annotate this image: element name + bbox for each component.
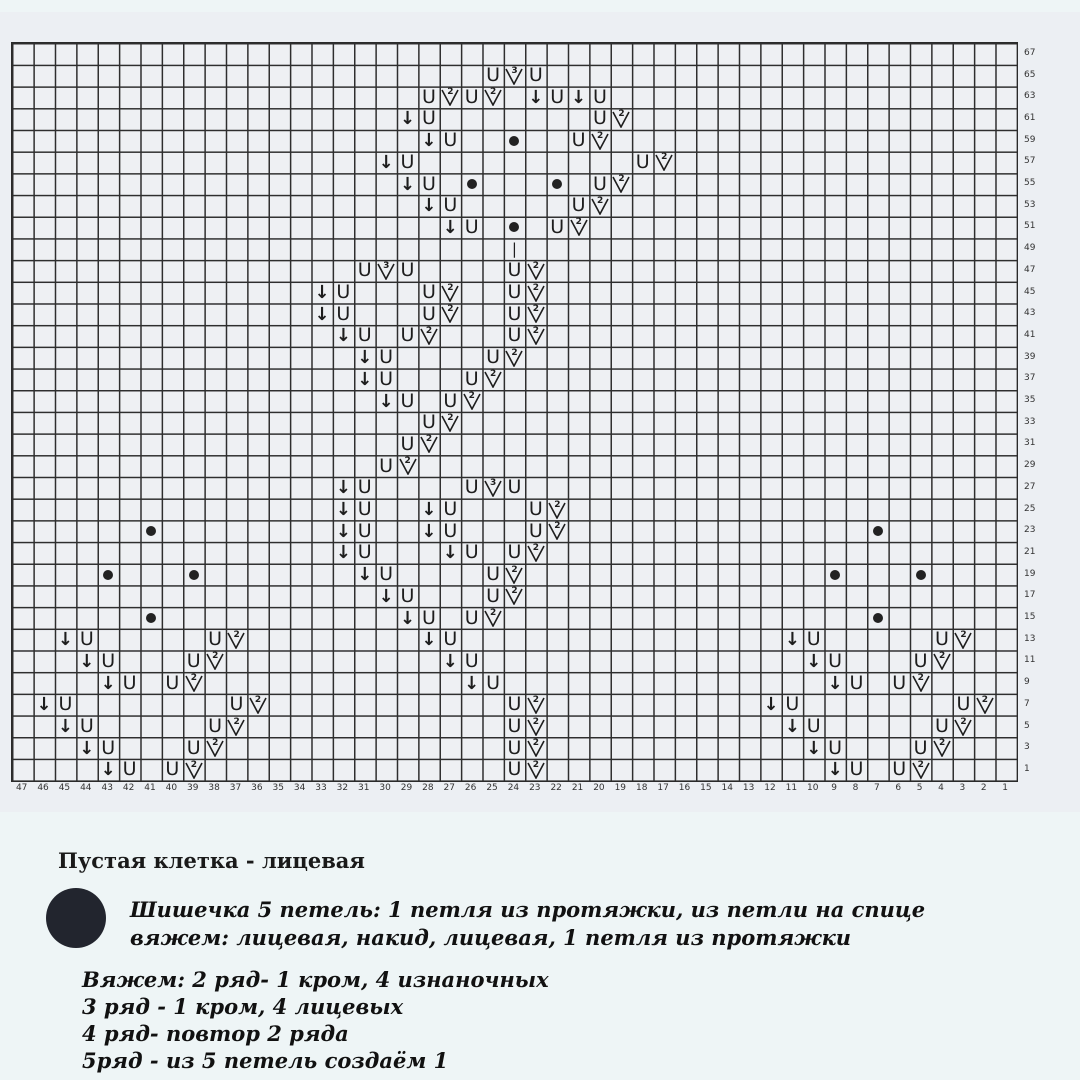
instruction-line-3: 4 ряд- повтор 2 ряда [82, 1021, 349, 1046]
bobble-icon [547, 173, 568, 195]
yarn-over-icon: U [336, 302, 351, 325]
slip-stitch-icon: ↓ [442, 650, 458, 672]
column-label: 12 [764, 783, 776, 793]
row-label: 1 [1024, 763, 1030, 774]
yarn-over-icon: U [550, 215, 565, 238]
column-label: 34 [293, 783, 306, 793]
yarn-over-icon: U [443, 519, 458, 542]
yarn-over-icon: U [357, 541, 372, 564]
decrease-3-icon: 3 [504, 65, 525, 87]
decrease-2-icon: 2 [525, 759, 546, 781]
column-label: 14 [721, 783, 733, 793]
decrease-2-icon: 2 [547, 520, 568, 542]
yarn-over-icon: U [464, 215, 479, 238]
yarn-over-icon: U [592, 107, 607, 130]
column-label: 15 [700, 783, 712, 793]
slip-stitch-icon: ↓ [806, 650, 822, 672]
decrease-2-icon: 2 [931, 737, 952, 759]
row-label: 49 [1024, 243, 1036, 254]
column-label: 47 [15, 783, 28, 793]
slip-stitch-icon: ↓ [335, 520, 351, 542]
yarn-over-icon: U [357, 259, 372, 282]
yarn-over-icon: U [507, 324, 522, 347]
row-label: 47 [1024, 264, 1036, 275]
slip-stitch-icon: ↓ [357, 347, 373, 369]
yarn-over-icon: U [464, 649, 479, 672]
slip-stitch-icon: ↓ [421, 629, 437, 651]
decrease-2-icon: 2 [504, 347, 525, 369]
row-label: 27 [1024, 481, 1036, 492]
yarn-over-icon: U [421, 85, 436, 108]
slip-stitch-icon: ↓ [79, 650, 95, 672]
yarn-over-icon: U [892, 671, 907, 694]
yarn-over-icon: U [58, 693, 73, 716]
column-label: 39 [186, 783, 199, 793]
bobble-icon [140, 607, 161, 629]
yarn-over-icon: U [507, 259, 522, 282]
yarn-over-icon: U [550, 85, 565, 108]
decrease-2-icon: 2 [525, 694, 546, 716]
row-label: 59 [1024, 134, 1036, 145]
yarn-over-icon: U [806, 715, 821, 738]
slip-stitch-icon: ↓ [314, 303, 330, 325]
knitting-instructions [82, 966, 549, 1074]
yarn-over-icon: U [336, 281, 351, 304]
row-label: 3 [1024, 742, 1030, 753]
row-label: 21 [1024, 546, 1036, 557]
legend-empty-cell: Пустая клетка - лицевая [58, 848, 365, 873]
decrease-2-icon: 2 [525, 716, 546, 738]
yarn-over-icon: U [400, 584, 415, 607]
column-label: 8 [852, 783, 859, 793]
row-label: 29 [1024, 460, 1036, 471]
yarn-over-icon: U [79, 628, 94, 651]
decrease-2-icon: 2 [525, 303, 546, 325]
yarn-over-icon: U [379, 454, 394, 477]
row-label: 13 [1024, 633, 1036, 644]
slip-stitch-icon: ↓ [442, 216, 458, 238]
decrease-2-icon: 2 [204, 651, 225, 673]
instruction-line-1: Вяжем: 2 ряд- 1 кром, 4 изнаночных [82, 967, 549, 992]
column-label: 43 [101, 783, 113, 793]
decrease-2-icon: 2 [547, 499, 568, 521]
decrease-2-icon: 2 [247, 694, 268, 716]
yarn-over-icon: U [635, 150, 650, 173]
yarn-over-icon: U [486, 563, 500, 586]
column-label: 29 [400, 783, 413, 793]
decrease-2-icon: 2 [440, 303, 461, 325]
yarn-over-icon: U [592, 172, 607, 195]
row-label: 61 [1024, 112, 1036, 123]
decrease-2-icon: 2 [611, 173, 632, 195]
yarn-over-icon: U [571, 129, 586, 152]
yarn-over-icon: U [101, 649, 116, 672]
yarn-over-icon: U [421, 302, 436, 325]
column-label: 32 [336, 783, 349, 793]
decrease-2-icon: 2 [226, 716, 247, 738]
bobble-icon [824, 564, 845, 586]
yarn-over-icon: U [828, 649, 843, 672]
column-label: 24 [507, 783, 520, 793]
yarn-over-icon: U [935, 628, 949, 651]
slip-stitch-icon: ↓ [36, 694, 52, 716]
bobble-icon [504, 130, 525, 152]
slip-stitch-icon: ↓ [57, 629, 73, 651]
yarn-over-icon: U [486, 64, 500, 87]
yarn-over-icon: U [79, 715, 94, 738]
slip-stitch-icon: ↓ [399, 173, 416, 195]
bobble-icon [183, 564, 204, 586]
slip-stitch-icon: ↓ [784, 629, 800, 651]
yarn-over-icon: U [507, 476, 522, 499]
yarn-over-icon: U [806, 628, 821, 651]
decrease-2-icon: 2 [653, 152, 674, 174]
yarn-over-icon: U [464, 85, 479, 108]
slip-stitch-icon: ↓ [421, 520, 437, 542]
yarn-over-icon: U [186, 649, 201, 672]
decrease-2-icon: 2 [440, 282, 461, 304]
bobble-icon [867, 607, 888, 629]
column-label: 5 [916, 783, 923, 793]
yarn-over-icon: U [528, 519, 543, 542]
decrease-2-icon: 2 [525, 542, 546, 564]
column-label: 26 [464, 783, 477, 793]
yarn-over-icon: U [849, 671, 864, 694]
column-label: 41 [144, 783, 156, 793]
yarn-over-icon: U [486, 671, 500, 694]
yarn-over-icon: U [443, 498, 458, 521]
slip-stitch-icon: ↓ [421, 499, 437, 521]
yarn-over-icon: U [507, 758, 522, 781]
slip-stitch-icon: ↓ [357, 564, 373, 586]
decrease-2-icon: 2 [525, 737, 546, 759]
column-label: 23 [529, 783, 541, 793]
column-label: 1 [1002, 783, 1009, 793]
row-label: 45 [1024, 286, 1036, 297]
row-label: 9 [1024, 677, 1030, 688]
slip-stitch-icon: ↓ [378, 585, 394, 607]
yarn-over-icon: U [400, 150, 415, 173]
row-label: 39 [1024, 351, 1036, 362]
row-label: 67 [1024, 47, 1036, 58]
decrease-2-icon: 2 [482, 369, 503, 391]
decrease-2-icon: 2 [525, 325, 546, 347]
yarn-over-icon: U [229, 693, 244, 716]
yarn-over-icon: U [464, 606, 479, 629]
yarn-over-icon: U [913, 649, 928, 672]
column-label: 6 [895, 783, 902, 793]
column-label: 11 [785, 783, 798, 793]
decrease-3-icon: 3 [482, 477, 503, 499]
decrease-2-icon: 2 [953, 629, 974, 651]
column-label: 35 [272, 783, 284, 793]
column-label: 4 [938, 783, 944, 793]
yarn-over-icon: U [122, 758, 137, 781]
row-label: 23 [1024, 525, 1036, 536]
decrease-2-icon: 2 [910, 672, 931, 694]
column-label: 37 [229, 783, 242, 793]
column-label: 42 [122, 783, 135, 793]
row-label: 37 [1024, 373, 1036, 384]
row-label: 7 [1024, 698, 1030, 709]
slip-stitch-icon: ↓ [335, 325, 351, 347]
yarn-over-icon: U [486, 584, 500, 607]
row-label: 15 [1024, 612, 1036, 623]
row-label: 57 [1024, 156, 1036, 167]
decrease-2-icon: 2 [931, 651, 952, 673]
column-label: 22 [550, 783, 562, 793]
row-label: 51 [1024, 221, 1036, 232]
slip-stitch-icon: ↓ [357, 368, 373, 390]
row-label: 35 [1024, 395, 1036, 406]
slip-stitch-icon: ↓ [399, 108, 416, 130]
yarn-over-icon: U [785, 693, 800, 716]
yarn-over-icon: U [528, 498, 543, 521]
decrease-2-icon: 2 [611, 108, 632, 130]
yarn-over-icon: U [122, 671, 137, 694]
row-label: 25 [1024, 503, 1036, 514]
yarn-over-icon: U [208, 715, 223, 738]
bobble-icon [98, 564, 119, 586]
yarn-over-icon: U [956, 693, 971, 716]
legend-bobble-line-2: вяжем: лицевая, накид, лицевая, 1 петля из протяжки [130, 925, 852, 950]
yarn-over-icon: U [421, 281, 436, 304]
decrease-3-icon: 3 [375, 260, 396, 282]
knitting-chart-grid [11, 42, 1018, 782]
purl-bar-icon: | [511, 240, 517, 259]
column-label: 2 [980, 783, 987, 793]
yarn-over-icon: U [400, 259, 415, 282]
decrease-2-icon: 2 [953, 716, 974, 738]
yarn-over-icon: U [443, 194, 458, 217]
row-label: 19 [1024, 568, 1036, 579]
yarn-over-icon: U [507, 541, 522, 564]
bobble-icon [867, 520, 888, 542]
decrease-2-icon: 2 [568, 217, 589, 239]
slip-stitch-icon: ↓ [763, 694, 779, 716]
decrease-2-icon: 2 [589, 130, 610, 152]
yarn-over-icon: U [828, 736, 843, 759]
decrease-2-icon: 2 [183, 672, 204, 694]
column-label: 38 [208, 783, 220, 793]
yarn-over-icon: U [507, 736, 522, 759]
yarn-over-icon: U [379, 563, 394, 586]
row-label: 65 [1024, 69, 1036, 80]
column-label: 19 [614, 783, 627, 793]
yarn-over-icon: U [357, 519, 372, 542]
column-label: 44 [80, 783, 92, 793]
row-label: 11 [1024, 655, 1036, 666]
row-label: 43 [1024, 308, 1036, 319]
column-label: 18 [635, 783, 648, 793]
column-label: 40 [165, 783, 178, 793]
row-label: 31 [1024, 438, 1036, 449]
yarn-over-icon: U [913, 736, 928, 759]
column-label: 17 [657, 783, 669, 793]
yarn-over-icon: U [464, 541, 479, 564]
decrease-2-icon: 2 [418, 325, 439, 347]
yarn-over-icon: U [357, 476, 372, 499]
column-label: 16 [678, 783, 691, 793]
yarn-over-icon: U [528, 64, 543, 87]
yarn-over-icon: U [379, 367, 394, 390]
row-label: 63 [1024, 91, 1036, 102]
decrease-2-icon: 2 [482, 607, 503, 629]
decrease-2-icon: 2 [525, 260, 546, 282]
decrease-2-icon: 2 [461, 390, 482, 412]
decrease-2-icon: 2 [183, 759, 204, 781]
bobble-icon [461, 173, 482, 195]
yarn-over-icon: U [357, 324, 372, 347]
yarn-over-icon: U [464, 476, 479, 499]
yarn-over-icon: U [101, 736, 116, 759]
decrease-2-icon: 2 [589, 195, 610, 217]
yarn-over-icon: U [165, 758, 180, 781]
yarn-over-icon: U [571, 194, 586, 217]
column-label: 36 [251, 783, 263, 793]
slip-stitch-icon: ↓ [442, 542, 458, 564]
yarn-over-icon: U [507, 693, 522, 716]
legend-bobble-line-1: Шишечка 5 петель: 1 петля из протяжки, из петли на спице [130, 897, 926, 922]
bobble-icon [46, 888, 106, 948]
slip-stitch-icon: ↓ [100, 759, 116, 781]
yarn-over-icon: U [443, 129, 458, 152]
column-label: 45 [58, 783, 71, 793]
decrease-2-icon: 2 [397, 455, 418, 477]
slip-stitch-icon: ↓ [378, 390, 394, 412]
row-label: 5 [1024, 720, 1030, 731]
yarn-over-icon: U [400, 389, 415, 412]
legend-bobble-description [130, 896, 925, 952]
row-label: 55 [1024, 178, 1036, 189]
decrease-2-icon: 2 [440, 412, 461, 434]
column-label: 28 [422, 783, 434, 793]
slip-stitch-icon: ↓ [335, 499, 351, 521]
yarn-over-icon: U [421, 411, 436, 434]
column-label: 13 [742, 783, 755, 793]
yarn-over-icon: U [486, 346, 500, 369]
column-label: 10 [807, 783, 819, 793]
decrease-2-icon: 2 [974, 694, 995, 716]
slip-stitch-icon: ↓ [421, 195, 437, 217]
decrease-2-icon: 2 [418, 434, 439, 456]
slip-stitch-icon: ↓ [464, 672, 480, 694]
column-label: 21 [571, 783, 584, 793]
slip-stitch-icon: ↓ [784, 716, 800, 738]
column-label: 9 [831, 783, 837, 793]
slip-stitch-icon: ↓ [399, 607, 416, 629]
slip-stitch-icon: ↓ [57, 716, 73, 738]
yarn-over-icon: U [935, 715, 949, 738]
column-label: 7 [874, 783, 880, 793]
bobble-icon [504, 217, 525, 239]
decrease-2-icon: 2 [910, 759, 931, 781]
row-label: 53 [1024, 199, 1036, 210]
slip-stitch-icon: ↓ [806, 737, 822, 759]
yarn-over-icon: U [507, 281, 522, 304]
decrease-2-icon: 2 [204, 737, 225, 759]
slip-stitch-icon: ↓ [827, 672, 843, 694]
column-label: 46 [37, 783, 49, 793]
yarn-over-icon: U [892, 758, 907, 781]
slip-stitch-icon: ↓ [314, 282, 330, 304]
yarn-over-icon: U [165, 671, 180, 694]
yarn-over-icon: U [379, 346, 394, 369]
instruction-line-2: 3 ряд - 1 кром, 4 лицевых [82, 994, 404, 1019]
yarn-over-icon: U [208, 628, 223, 651]
yarn-over-icon: U [186, 736, 201, 759]
decrease-2-icon: 2 [226, 629, 247, 651]
decrease-2-icon: 2 [504, 564, 525, 586]
decrease-2-icon: 2 [482, 86, 503, 108]
slip-stitch-icon: ↓ [79, 737, 95, 759]
bobble-icon [910, 564, 931, 586]
slip-stitch-icon: ↓ [335, 477, 351, 499]
column-label: 20 [593, 783, 605, 793]
column-label: 31 [358, 783, 370, 793]
row-label: 41 [1024, 329, 1036, 340]
yarn-over-icon: U [357, 498, 372, 521]
instruction-line-4: 5ряд - из 5 петель создаём 1 [82, 1048, 449, 1073]
decrease-2-icon: 2 [525, 282, 546, 304]
yarn-over-icon: U [849, 758, 864, 781]
yarn-over-icon: U [421, 172, 436, 195]
yarn-over-icon: U [400, 324, 415, 347]
row-label: 17 [1024, 590, 1036, 601]
bobble-icon [140, 520, 161, 542]
decrease-2-icon: 2 [504, 586, 525, 608]
column-label: 30 [379, 783, 391, 793]
row-label: 33 [1024, 416, 1036, 427]
yarn-over-icon: U [507, 302, 522, 325]
column-label: 33 [315, 783, 327, 793]
slip-stitch-icon: ↓ [378, 151, 394, 173]
yarn-over-icon: U [443, 389, 458, 412]
yarn-over-icon: U [421, 107, 436, 130]
yarn-over-icon: U [507, 715, 522, 738]
column-label: 25 [486, 783, 498, 793]
slip-stitch-icon: ↓ [335, 542, 351, 564]
decrease-2-icon: 2 [440, 86, 461, 108]
slip-stitch-icon: ↓ [100, 672, 116, 694]
yarn-over-icon: U [421, 606, 436, 629]
yarn-over-icon: U [400, 432, 415, 455]
yarn-over-icon: U [592, 85, 607, 108]
slip-stitch-icon: ↓ [528, 86, 544, 108]
yarn-over-icon: U [464, 367, 479, 390]
column-label: 27 [443, 783, 455, 793]
column-label: 3 [959, 783, 966, 793]
slip-stitch-icon: ↓ [827, 759, 843, 781]
yarn-over-icon: U [443, 628, 458, 651]
slip-stitch-icon: ↓ [571, 86, 587, 108]
slip-stitch-icon: ↓ [421, 130, 437, 152]
